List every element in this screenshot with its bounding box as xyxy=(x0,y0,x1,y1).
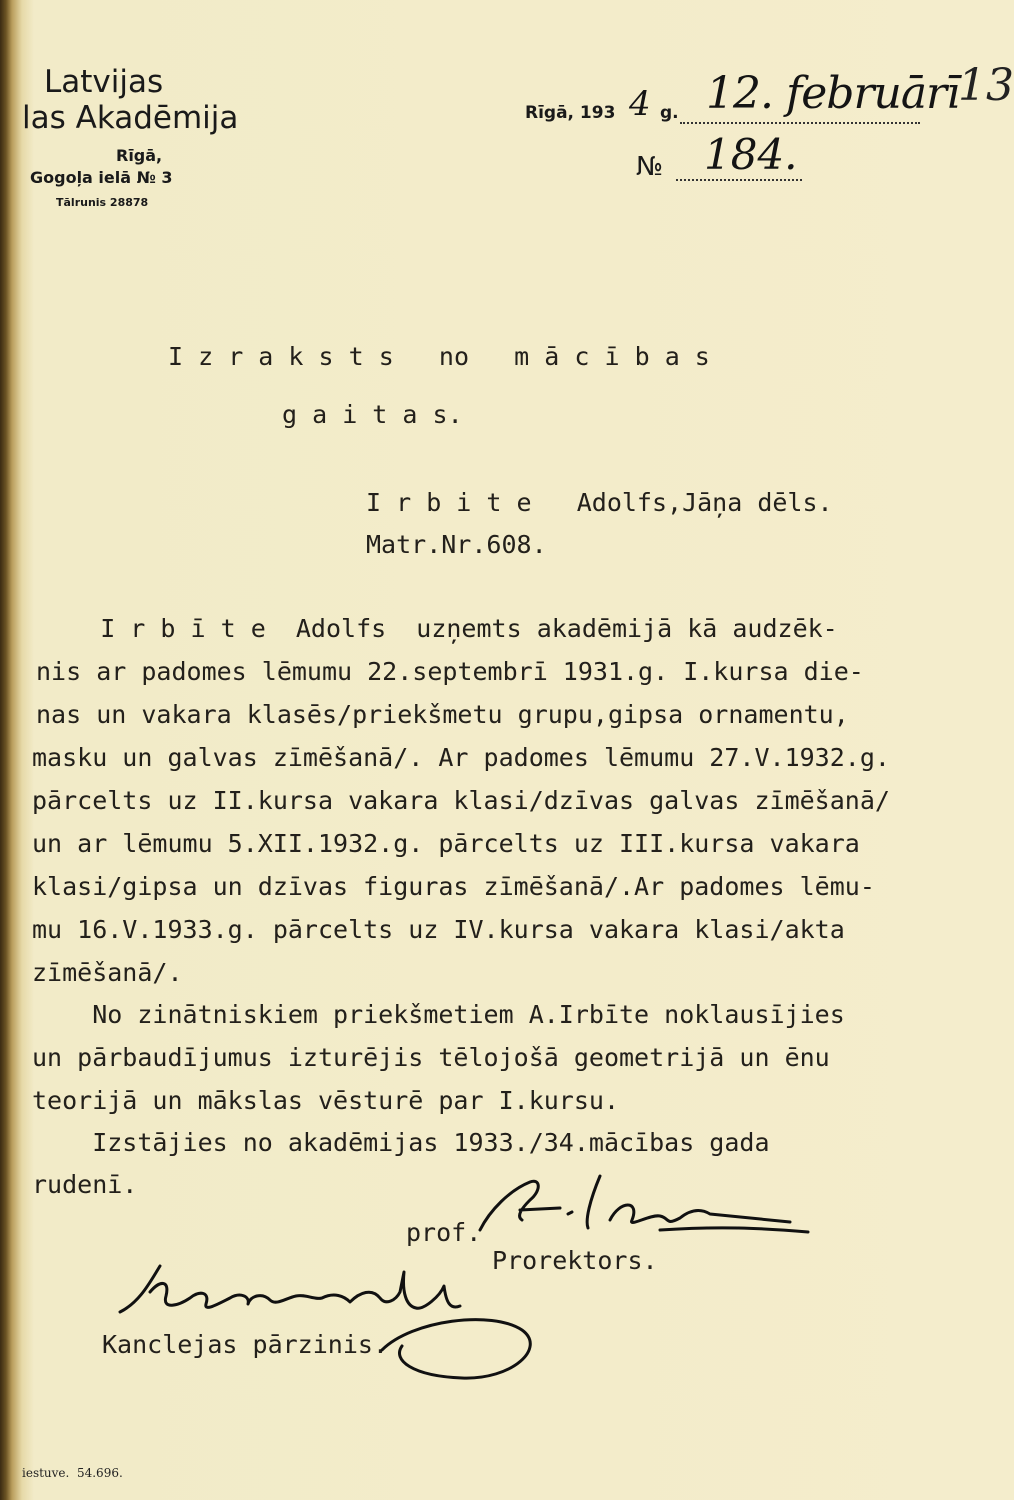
student-name: I r b i t e Adolfs,Jāņa dēls. xyxy=(366,488,833,517)
body-line: zīmēšanā/. xyxy=(32,958,183,987)
body-line: masku un galvas zīmēšanā/. Ar padomes lēmumu 27.V.1932.g. xyxy=(32,743,890,772)
number-dotted-line xyxy=(676,179,802,181)
document-title-line1: I z r a k s t s no m ā c ī b a s xyxy=(168,342,710,371)
prof-label: prof. xyxy=(406,1218,482,1247)
body-line: klasi/gipsa un dzīvas figuras zīmēšanā/.Ar padomes lēmu- xyxy=(32,872,875,901)
body-line: pārcelts uz II.kursa vakara klasi/dzīvas galvas zīmēšanā/ xyxy=(32,786,890,815)
body-line: Izstājies no akadēmijas 1933./34.mācības gada xyxy=(32,1128,770,1157)
letterhead-phone: Tālrunis 28878 xyxy=(56,196,149,209)
body-line: rudenī. xyxy=(32,1170,138,1199)
prorector-label: Prorektors. xyxy=(492,1246,658,1275)
year-suffix: g. xyxy=(660,103,679,123)
body-line: nis ar padomes lēmumu 22.septembrī 1931.g. I.kursa die- xyxy=(36,657,864,686)
body-line: nas un vakara klasēs/priekšmetu grupu,gipsa ornamentu, xyxy=(36,700,849,729)
year-digit: 4 xyxy=(629,84,651,124)
body-line: mu 16.V.1933.g. pārcelts uz IV.kursa vakara klasi/akta xyxy=(32,915,845,944)
number-label: № xyxy=(636,152,664,182)
place-year-label: Rīgā, 193 xyxy=(525,103,616,123)
letterhead-line1: Latvijas xyxy=(44,64,164,100)
corner-mark: 13 xyxy=(958,60,1014,111)
document-title-line2: g a i t a s. xyxy=(282,400,463,429)
date-dotted-line xyxy=(680,122,920,124)
letterhead-street: Gogoļa ielā № 3 xyxy=(30,168,173,187)
signature-loop xyxy=(372,1300,552,1390)
body-line: un ar lēmumu 5.XII.1932.g. pārcelts uz III.kursa vakara xyxy=(32,829,860,858)
letterhead-line2: las Akadēmija xyxy=(22,100,239,136)
prorector-signature xyxy=(460,1170,820,1250)
date-handwritten: 12. februārī xyxy=(706,68,960,119)
letterhead-city: Rīgā, xyxy=(116,146,163,165)
chancellery-label: Kanclejas pārzinis. xyxy=(102,1330,388,1359)
body-line: un pārbaudījumus izturējis tēlojošā geometrijā un ēnu xyxy=(32,1043,830,1072)
number-handwritten: 184. xyxy=(704,130,798,179)
printer-imprint: iestuve. 54.696. xyxy=(22,1466,123,1480)
body-line: No zinātniskiem priekšmetiem A.Irbīte noklausījies xyxy=(32,1000,845,1029)
body-line: I r b ī t e Adolfs uzņemts akadēmijā kā audzēk- xyxy=(40,614,838,643)
student-matr: Matr.Nr.608. xyxy=(366,530,547,559)
body-line: teorijā un mākslas vēsturē par I.kursu. xyxy=(32,1086,619,1115)
